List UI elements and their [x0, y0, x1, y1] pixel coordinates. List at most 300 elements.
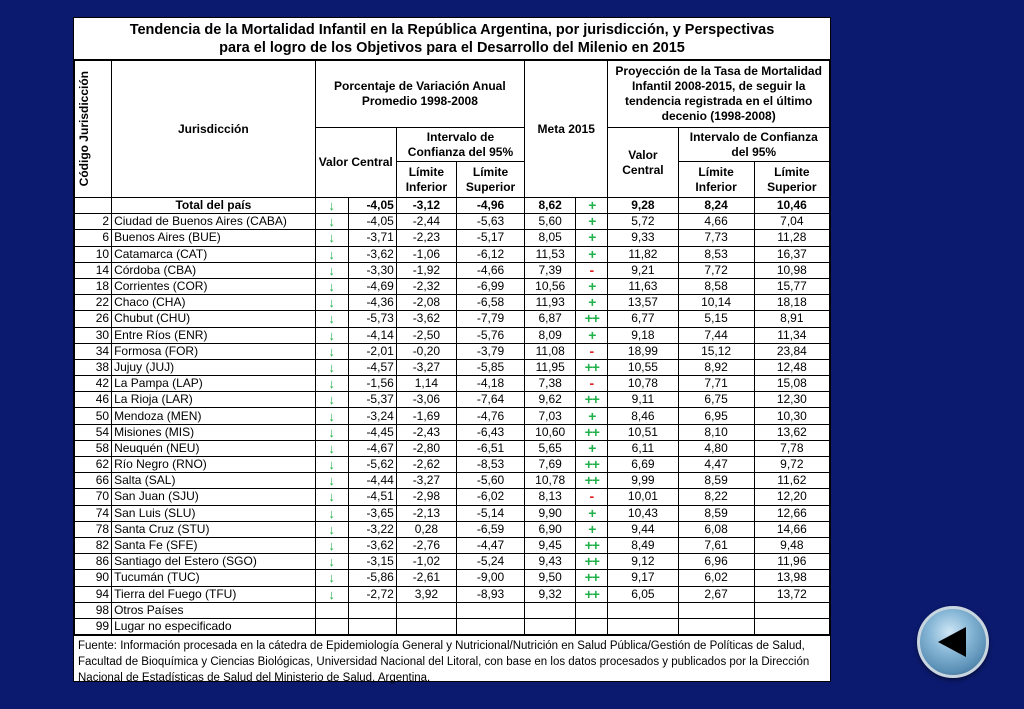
cell-pvc: 10,55: [608, 359, 678, 375]
cell-code: 46: [75, 392, 112, 408]
cell-li: -2,13: [396, 505, 456, 521]
total-vc: -4,05: [348, 198, 396, 214]
cell-ls: -4,47: [456, 537, 524, 553]
cell-sign: ++: [576, 537, 608, 553]
cell-li: -3,27: [396, 359, 456, 375]
cell-meta: 9,50: [525, 570, 576, 586]
cell-name: San Luis (SLU): [112, 505, 316, 521]
cell-code: 10: [75, 246, 112, 262]
table-row: [75, 376, 830, 392]
cell-meta: 11,95: [525, 359, 576, 375]
cell-ls: -5,24: [456, 554, 524, 570]
title-line-2: para el logro de los Objetivos para el Desarrollo del Milenio en 2015: [219, 40, 685, 56]
cell-code: 58: [75, 440, 112, 456]
cell-pls: [754, 602, 829, 618]
cell-sign: +: [576, 408, 608, 424]
down-arrow-icon: ↓: [315, 262, 348, 278]
cell-pvc: 9,21: [608, 262, 678, 278]
cell-pvc: 6,77: [608, 311, 678, 327]
cell-code: 62: [75, 457, 112, 473]
slide-content: [73, 17, 831, 685]
header-limite-inferior: Límite Inferior: [396, 162, 456, 198]
cell-pli: 4,66: [678, 214, 754, 230]
cell-pvc: 9,17: [608, 570, 678, 586]
cell-meta: 11,93: [525, 295, 576, 311]
cell-name: Buenos Aires (BUE): [112, 230, 316, 246]
down-arrow-icon: ↓: [315, 343, 348, 359]
cell-sign: ++: [576, 554, 608, 570]
cell-meta: 5,60: [525, 214, 576, 230]
cell-li: [396, 602, 456, 618]
total-pls: 10,46: [754, 198, 829, 214]
cell-sign: +: [576, 295, 608, 311]
cell-vc: -4,67: [348, 440, 396, 456]
cell-pvc: 9,33: [608, 230, 678, 246]
cell-meta: [525, 602, 576, 618]
cell-meta: 8,09: [525, 327, 576, 343]
cell-name: Tucumán (TUC): [112, 570, 316, 586]
cell-li: -2,62: [396, 457, 456, 473]
cell-sign: +: [576, 230, 608, 246]
cell-name: Formosa (FOR): [112, 343, 316, 359]
cell-trend: [315, 618, 348, 634]
header-limite-superior-2: Límite Superior: [754, 162, 829, 198]
cell-ls: -4,76: [456, 408, 524, 424]
cell-ls: -4,66: [456, 262, 524, 278]
cell-name: Santa Fe (SFE): [112, 537, 316, 553]
total-row: [75, 198, 830, 214]
cell-ls: -5,63: [456, 214, 524, 230]
cell-pli: [678, 602, 754, 618]
cell-meta: 6,87: [525, 311, 576, 327]
cell-trend: [315, 602, 348, 618]
cell-pvc: 13,57: [608, 295, 678, 311]
cell-pls: 11,96: [754, 554, 829, 570]
cell-code: 98: [75, 602, 112, 618]
cell-pls: 16,37: [754, 246, 829, 262]
cell-pvc: [608, 618, 678, 634]
cell-pls: 11,28: [754, 230, 829, 246]
down-arrow-icon: ↓: [315, 457, 348, 473]
cell-ls: [456, 602, 524, 618]
header-intervalo-2: Intervalo de Confianza del 95%: [678, 128, 830, 162]
cell-pls: 12,66: [754, 505, 829, 521]
cell-pli: 8,59: [678, 473, 754, 489]
cell-meta: 11,08: [525, 343, 576, 359]
total-code: [75, 198, 112, 214]
cell-pls: 12,48: [754, 359, 829, 375]
cell-meta: 9,90: [525, 505, 576, 521]
cell-pli: 7,73: [678, 230, 754, 246]
cell-meta: 6,90: [525, 521, 576, 537]
cell-pvc: 10,01: [608, 489, 678, 505]
cell-ls: -5,76: [456, 327, 524, 343]
total-li: -3,12: [396, 198, 456, 214]
table-row: [75, 521, 830, 537]
cell-li: 0,28: [396, 521, 456, 537]
cell-meta: 10,60: [525, 424, 576, 440]
table-row: [75, 311, 830, 327]
cell-pli: 4,80: [678, 440, 754, 456]
table-row: [75, 618, 830, 634]
cell-pls: 12,30: [754, 392, 829, 408]
cell-pls: 15,77: [754, 278, 829, 294]
cell-pvc: 11,63: [608, 278, 678, 294]
header-codigo-label: Código Jurisdicción: [77, 71, 91, 187]
cell-vc: -3,65: [348, 505, 396, 521]
cell-pvc: 10,51: [608, 424, 678, 440]
cell-code: 78: [75, 521, 112, 537]
total-pli: 8,24: [678, 198, 754, 214]
cell-li: -3,27: [396, 473, 456, 489]
cell-code: 66: [75, 473, 112, 489]
cell-li: -2,32: [396, 278, 456, 294]
cell-meta: 7,03: [525, 408, 576, 424]
cell-vc: -4,14: [348, 327, 396, 343]
cell-pli: 6,08: [678, 521, 754, 537]
cell-pls: [754, 618, 829, 634]
down-arrow-icon: ↓: [315, 198, 348, 214]
cell-pli: 6,96: [678, 554, 754, 570]
cell-pli: [678, 618, 754, 634]
cell-name: Ciudad de Buenos Aires (CABA): [112, 214, 316, 230]
cell-sign: ++: [576, 311, 608, 327]
header-valor-central-2: Valor Central: [608, 128, 678, 198]
cell-ls: -6,58: [456, 295, 524, 311]
cell-code: 94: [75, 586, 112, 602]
cell-pls: 7,04: [754, 214, 829, 230]
cell-sign: ++: [576, 570, 608, 586]
table-row: [75, 586, 830, 602]
cell-pli: 6,95: [678, 408, 754, 424]
cell-name: Santa Cruz (STU): [112, 521, 316, 537]
cell-li: -1,02: [396, 554, 456, 570]
cell-sign: ++: [576, 392, 608, 408]
down-arrow-icon: ↓: [315, 586, 348, 602]
cell-meta: 5,65: [525, 440, 576, 456]
cell-pvc: 9,11: [608, 392, 678, 408]
cell-code: 74: [75, 505, 112, 521]
cell-pli: 2,67: [678, 586, 754, 602]
cell-name: Corrientes (COR): [112, 278, 316, 294]
cell-ls: -4,18: [456, 376, 524, 392]
cell-vc: -4,44: [348, 473, 396, 489]
table-row: [75, 246, 830, 262]
cell-sign: +: [576, 505, 608, 521]
cell-sign: ++: [576, 359, 608, 375]
cell-pli: 8,59: [678, 505, 754, 521]
cell-code: 14: [75, 262, 112, 278]
cell-ls: -5,14: [456, 505, 524, 521]
cell-meta: 7,69: [525, 457, 576, 473]
table-row: [75, 554, 830, 570]
cell-name: Tierra del Fuego (TFU): [112, 586, 316, 602]
cell-li: -0,20: [396, 343, 456, 359]
table-row: [75, 440, 830, 456]
header-codigo: [75, 61, 112, 198]
cell-li: -2,76: [396, 537, 456, 553]
cell-name: Chubut (CHU): [112, 311, 316, 327]
cell-sign: [576, 602, 608, 618]
cell-pls: 7,78: [754, 440, 829, 456]
cell-meta: 11,53: [525, 246, 576, 262]
cell-pvc: 18,99: [608, 343, 678, 359]
total-ls: -4,96: [456, 198, 524, 214]
cell-code: 38: [75, 359, 112, 375]
cell-li: -2,61: [396, 570, 456, 586]
cell-pli: 8,58: [678, 278, 754, 294]
cell-ls: -8,53: [456, 457, 524, 473]
down-arrow-icon: ↓: [315, 376, 348, 392]
cell-code: 30: [75, 327, 112, 343]
table-row: [75, 602, 830, 618]
cell-vc: -4,69: [348, 278, 396, 294]
down-arrow-icon: ↓: [315, 505, 348, 521]
cell-ls: -5,85: [456, 359, 524, 375]
cell-pvc: 6,11: [608, 440, 678, 456]
cell-li: -1,69: [396, 408, 456, 424]
table-row: [75, 295, 830, 311]
cell-meta: 9,62: [525, 392, 576, 408]
cell-pls: 8,91: [754, 311, 829, 327]
cell-name: Chaco (CHA): [112, 295, 316, 311]
table-row: [75, 489, 830, 505]
triangle-left-icon: [934, 623, 972, 661]
cell-pli: 7,44: [678, 327, 754, 343]
table-row: [75, 214, 830, 230]
cell-code: 54: [75, 424, 112, 440]
cell-code: 99: [75, 618, 112, 634]
cell-li: [396, 618, 456, 634]
down-arrow-icon: ↓: [315, 489, 348, 505]
header-meta: Meta 2015: [525, 61, 608, 198]
cell-pli: 8,92: [678, 359, 754, 375]
cell-pvc: 9,44: [608, 521, 678, 537]
cell-li: -3,62: [396, 311, 456, 327]
down-arrow-icon: ↓: [315, 359, 348, 375]
total-pvc: 9,28: [608, 198, 678, 214]
cell-pls: 13,62: [754, 424, 829, 440]
table-row: [75, 408, 830, 424]
cell-ls: -5,60: [456, 473, 524, 489]
cell-code: 90: [75, 570, 112, 586]
header-proyeccion: Proyección de la Tasa de Mortalidad Infantil 2008-2015, de seguir la tendencia registrada en el último decenio (1998-2008): [608, 61, 830, 128]
cell-pvc: 6,69: [608, 457, 678, 473]
cell-sign: +: [576, 440, 608, 456]
total-meta: 8,62: [525, 198, 576, 214]
header-variacion: Porcentaje de Variación Anual Promedio 1998-2008: [315, 61, 525, 128]
cell-vc: [348, 602, 396, 618]
cell-ls: [456, 618, 524, 634]
cell-pvc: [608, 602, 678, 618]
cell-meta: 10,56: [525, 278, 576, 294]
cell-li: -2,98: [396, 489, 456, 505]
down-arrow-icon: ↓: [315, 214, 348, 230]
cell-pli: 10,14: [678, 295, 754, 311]
cell-meta: 9,45: [525, 537, 576, 553]
cell-pls: 9,48: [754, 537, 829, 553]
cell-sign: +: [576, 521, 608, 537]
cell-pls: 12,20: [754, 489, 829, 505]
cell-vc: -4,05: [348, 214, 396, 230]
table-row: [75, 262, 830, 278]
cell-meta: 7,39: [525, 262, 576, 278]
cell-li: -2,08: [396, 295, 456, 311]
cell-name: La Rioja (LAR): [112, 392, 316, 408]
title-line-1: Tendencia de la Mortalidad Infantil en la República Argentina, por jurisdicción, y Perspectivas: [129, 22, 775, 38]
table-row: [75, 359, 830, 375]
cell-code: 70: [75, 489, 112, 505]
cell-ls: -5,17: [456, 230, 524, 246]
table-row: [75, 343, 830, 359]
table-row: [75, 230, 830, 246]
cell-sign: +: [576, 278, 608, 294]
down-arrow-icon: ↓: [315, 570, 348, 586]
down-arrow-icon: ↓: [315, 554, 348, 570]
cell-vc: -3,30: [348, 262, 396, 278]
table-row: [75, 473, 830, 489]
cell-li: -3,06: [396, 392, 456, 408]
cell-vc: -5,73: [348, 311, 396, 327]
cell-vc: -2,72: [348, 586, 396, 602]
cell-li: 1,14: [396, 376, 456, 392]
cell-ls: -8,93: [456, 586, 524, 602]
cell-vc: -4,45: [348, 424, 396, 440]
table-title: [74, 18, 830, 60]
header-valor-central: Valor Central: [315, 128, 396, 198]
cell-pli: 7,72: [678, 262, 754, 278]
cell-meta: 7,38: [525, 376, 576, 392]
cell-code: 22: [75, 295, 112, 311]
cell-sign: ++: [576, 457, 608, 473]
cell-vc: -2,01: [348, 343, 396, 359]
cell-pls: 9,72: [754, 457, 829, 473]
cell-pls: 13,72: [754, 586, 829, 602]
cell-name: Entre Ríos (ENR): [112, 327, 316, 343]
table-row: [75, 327, 830, 343]
cell-code: 6: [75, 230, 112, 246]
cell-name: Salta (SAL): [112, 473, 316, 489]
cell-pvc: 9,12: [608, 554, 678, 570]
cell-sign: [576, 618, 608, 634]
table-row: [75, 570, 830, 586]
cell-meta: 9,32: [525, 586, 576, 602]
cell-vc: -5,86: [348, 570, 396, 586]
cell-name: Misiones (MIS): [112, 424, 316, 440]
mortality-table: [74, 60, 830, 635]
cell-pli: 15,12: [678, 343, 754, 359]
cell-pvc: 9,18: [608, 327, 678, 343]
cell-li: -2,50: [396, 327, 456, 343]
cell-pvc: 10,78: [608, 376, 678, 392]
cell-li: -2,80: [396, 440, 456, 456]
source-note: Fuente: Información procesada en la cátedra de Epidemiología General y Nutricional/Nutrición en Salud Pública/Gestión de Políticas de Salud, Facultad de Bioquímica y Ciencias Biológicas, Universidad Nacional del Litoral, con base en los datos procesados y publicados por la Dirección Nacional de Estadísticas de Salud del Ministerio de Salud, Argentina.: [74, 635, 830, 688]
cell-pvc: 5,72: [608, 214, 678, 230]
down-arrow-icon: ↓: [315, 295, 348, 311]
cell-sign: -: [576, 262, 608, 278]
cell-pls: 18,18: [754, 295, 829, 311]
cell-pvc: 11,82: [608, 246, 678, 262]
table-row: [75, 424, 830, 440]
cell-li: -2,23: [396, 230, 456, 246]
cell-meta: [525, 618, 576, 634]
cell-pli: 7,71: [678, 376, 754, 392]
cell-meta: 8,13: [525, 489, 576, 505]
down-arrow-icon: ↓: [315, 521, 348, 537]
cell-name: Córdoba (CBA): [112, 262, 316, 278]
cell-code: 18: [75, 278, 112, 294]
cell-vc: [348, 618, 396, 634]
table-row: [75, 537, 830, 553]
cell-pls: 23,84: [754, 343, 829, 359]
cell-vc: -3,62: [348, 246, 396, 262]
cell-code: 2: [75, 214, 112, 230]
cell-vc: -3,62: [348, 537, 396, 553]
cell-pli: 8,22: [678, 489, 754, 505]
cell-name: San Juan (SJU): [112, 489, 316, 505]
cell-pli: 4,47: [678, 457, 754, 473]
cell-pls: 13,98: [754, 570, 829, 586]
cell-li: -1,92: [396, 262, 456, 278]
cell-sign: +: [576, 214, 608, 230]
header-intervalo: Intervalo de Confianza del 95%: [396, 128, 524, 162]
cell-name: Neuquén (NEU): [112, 440, 316, 456]
cell-vc: -4,36: [348, 295, 396, 311]
cell-code: 86: [75, 554, 112, 570]
cell-code: 26: [75, 311, 112, 327]
cell-pli: 6,02: [678, 570, 754, 586]
cell-ls: -9,00: [456, 570, 524, 586]
table-row: [75, 278, 830, 294]
cell-ls: -6,59: [456, 521, 524, 537]
down-arrow-icon: ↓: [315, 278, 348, 294]
cell-code: 34: [75, 343, 112, 359]
cell-pvc: 9,99: [608, 473, 678, 489]
header-jurisdiccion: Jurisdicción: [112, 61, 316, 198]
cell-pli: 7,61: [678, 537, 754, 553]
cell-ls: -6,99: [456, 278, 524, 294]
down-arrow-icon: ↓: [315, 311, 348, 327]
back-button[interactable]: [917, 606, 989, 678]
cell-name: Lugar no especificado: [112, 618, 316, 634]
cell-pli: 8,10: [678, 424, 754, 440]
cell-sign: ++: [576, 586, 608, 602]
cell-meta: 10,78: [525, 473, 576, 489]
cell-code: 82: [75, 537, 112, 553]
cell-ls: -6,02: [456, 489, 524, 505]
cell-pls: 10,98: [754, 262, 829, 278]
cell-code: 50: [75, 408, 112, 424]
cell-sign: -: [576, 489, 608, 505]
cell-name: Mendoza (MEN): [112, 408, 316, 424]
cell-sign: ++: [576, 424, 608, 440]
cell-name: Río Negro (RNO): [112, 457, 316, 473]
cell-code: 42: [75, 376, 112, 392]
cell-name: Catamarca (CAT): [112, 246, 316, 262]
header-limite-inferior-2: Límite Inferior: [678, 162, 754, 198]
cell-meta: 8,05: [525, 230, 576, 246]
cell-name: Santiago del Estero (SGO): [112, 554, 316, 570]
cell-li: -1,06: [396, 246, 456, 262]
cell-pvc: 6,05: [608, 586, 678, 602]
cell-pvc: 8,49: [608, 537, 678, 553]
cell-pli: 5,15: [678, 311, 754, 327]
total-name: Total del país: [112, 198, 316, 214]
cell-name: Jujuy (JUJ): [112, 359, 316, 375]
header-limite-superior: Límite Superior: [456, 162, 524, 198]
down-arrow-icon: ↓: [315, 230, 348, 246]
cell-vc: -3,22: [348, 521, 396, 537]
